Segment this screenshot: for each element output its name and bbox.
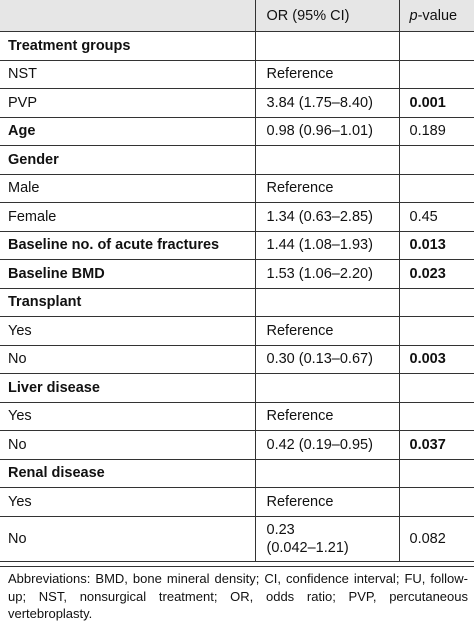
table-body bbox=[0, 32, 474, 562]
variable-label: Yes bbox=[0, 402, 255, 431]
p-value-cell bbox=[399, 288, 474, 317]
odds-ratio-cell bbox=[255, 146, 399, 175]
p-value-cell bbox=[399, 402, 474, 431]
table-row bbox=[0, 117, 474, 146]
variable-label: Yes bbox=[0, 317, 255, 346]
odds-ratio-cell: 0.42 (0.19–0.95) bbox=[255, 431, 399, 460]
variable-label: Age bbox=[0, 117, 255, 146]
variable-label: Yes bbox=[0, 488, 255, 517]
odds-ratio-cell: 0.30 (0.13–0.67) bbox=[255, 345, 399, 374]
p-value-cell: 0.45 bbox=[399, 203, 474, 232]
section-label: Gender bbox=[0, 146, 255, 175]
variable-label: Baseline no. of acute fractures bbox=[0, 231, 255, 260]
p-value-cell: 0.082 bbox=[399, 516, 474, 561]
p-value-cell bbox=[399, 374, 474, 403]
p-value-cell bbox=[399, 146, 474, 175]
variable-label: No bbox=[0, 431, 255, 460]
table-row bbox=[0, 317, 474, 346]
table-footnote: Abbreviations: BMD, bone mineral density; CI, confidence interval; FU, follow-up; NST, nonsurgical treatment; OR, odds ratio; PVP, percutaneous vertebroplasty. bbox=[8, 571, 468, 621]
section-label: Treatment groups bbox=[0, 32, 255, 61]
section-label: Renal disease bbox=[0, 459, 255, 488]
section-row bbox=[0, 32, 474, 61]
header-or: OR (95% CI) bbox=[255, 0, 399, 32]
p-value-cell bbox=[399, 488, 474, 517]
table-row bbox=[0, 231, 474, 260]
table-row bbox=[0, 345, 474, 374]
section-row bbox=[0, 374, 474, 403]
variable-label: No bbox=[0, 345, 255, 374]
table-row bbox=[0, 89, 474, 118]
table-row bbox=[0, 60, 474, 89]
section-row bbox=[0, 288, 474, 317]
table-row bbox=[0, 402, 474, 431]
variable-label: Female bbox=[0, 203, 255, 232]
section-row bbox=[0, 459, 474, 488]
section-row bbox=[0, 146, 474, 175]
p-value-cell: 0.037 bbox=[399, 431, 474, 460]
p-value-cell: 0.013 bbox=[399, 231, 474, 260]
odds-ratio-cell: 1.53 (1.06–2.20) bbox=[255, 260, 399, 289]
p-value-cell bbox=[399, 32, 474, 61]
table-row bbox=[0, 488, 474, 517]
header-p-italic: p bbox=[409, 7, 418, 24]
header-p-rest: -value bbox=[417, 7, 458, 24]
odds-ratio-cell: 0.23 (0.042–1.21) bbox=[255, 516, 399, 561]
odds-ratio-cell bbox=[255, 32, 399, 61]
variable-label: Baseline BMD bbox=[0, 260, 255, 289]
table-row bbox=[0, 431, 474, 460]
p-value-cell: 0.189 bbox=[399, 117, 474, 146]
odds-ratio-cell: 0.98 (0.96–1.01) bbox=[255, 117, 399, 146]
section-label: Liver disease bbox=[0, 374, 255, 403]
header-variable bbox=[0, 0, 255, 32]
p-value-cell: 0.001 bbox=[399, 89, 474, 118]
odds-ratio-cell: Reference bbox=[255, 60, 399, 89]
p-value-cell bbox=[399, 459, 474, 488]
odds-ratio-cell: Reference bbox=[255, 174, 399, 203]
variable-label: PVP bbox=[0, 89, 255, 118]
variable-label: NST bbox=[0, 60, 255, 89]
variable-label: Male bbox=[0, 174, 255, 203]
footnote-divider bbox=[0, 566, 474, 567]
p-value-cell: 0.023 bbox=[399, 260, 474, 289]
p-value-cell bbox=[399, 317, 474, 346]
odds-ratio-cell: Reference bbox=[255, 488, 399, 517]
p-value-cell bbox=[399, 174, 474, 203]
table-row bbox=[0, 260, 474, 289]
table-row bbox=[0, 174, 474, 203]
table-row bbox=[0, 516, 474, 561]
odds-ratio-cell: 1.34 (0.63–2.85) bbox=[255, 203, 399, 232]
variable-label: No bbox=[0, 516, 255, 561]
odds-ratio-cell: 1.44 (1.08–1.93) bbox=[255, 231, 399, 260]
table-header-row bbox=[0, 0, 474, 32]
p-value-cell bbox=[399, 60, 474, 89]
odds-ratio-cell: Reference bbox=[255, 402, 399, 431]
odds-ratio-cell: 3.84 (1.75–8.40) bbox=[255, 89, 399, 118]
odds-ratio-cell bbox=[255, 459, 399, 488]
p-value-cell: 0.003 bbox=[399, 345, 474, 374]
section-label: Transplant bbox=[0, 288, 255, 317]
odds-ratio-cell: Reference bbox=[255, 317, 399, 346]
table-row bbox=[0, 203, 474, 232]
odds-ratio-cell bbox=[255, 288, 399, 317]
odds-ratio-cell bbox=[255, 374, 399, 403]
header-p-value bbox=[399, 0, 474, 32]
